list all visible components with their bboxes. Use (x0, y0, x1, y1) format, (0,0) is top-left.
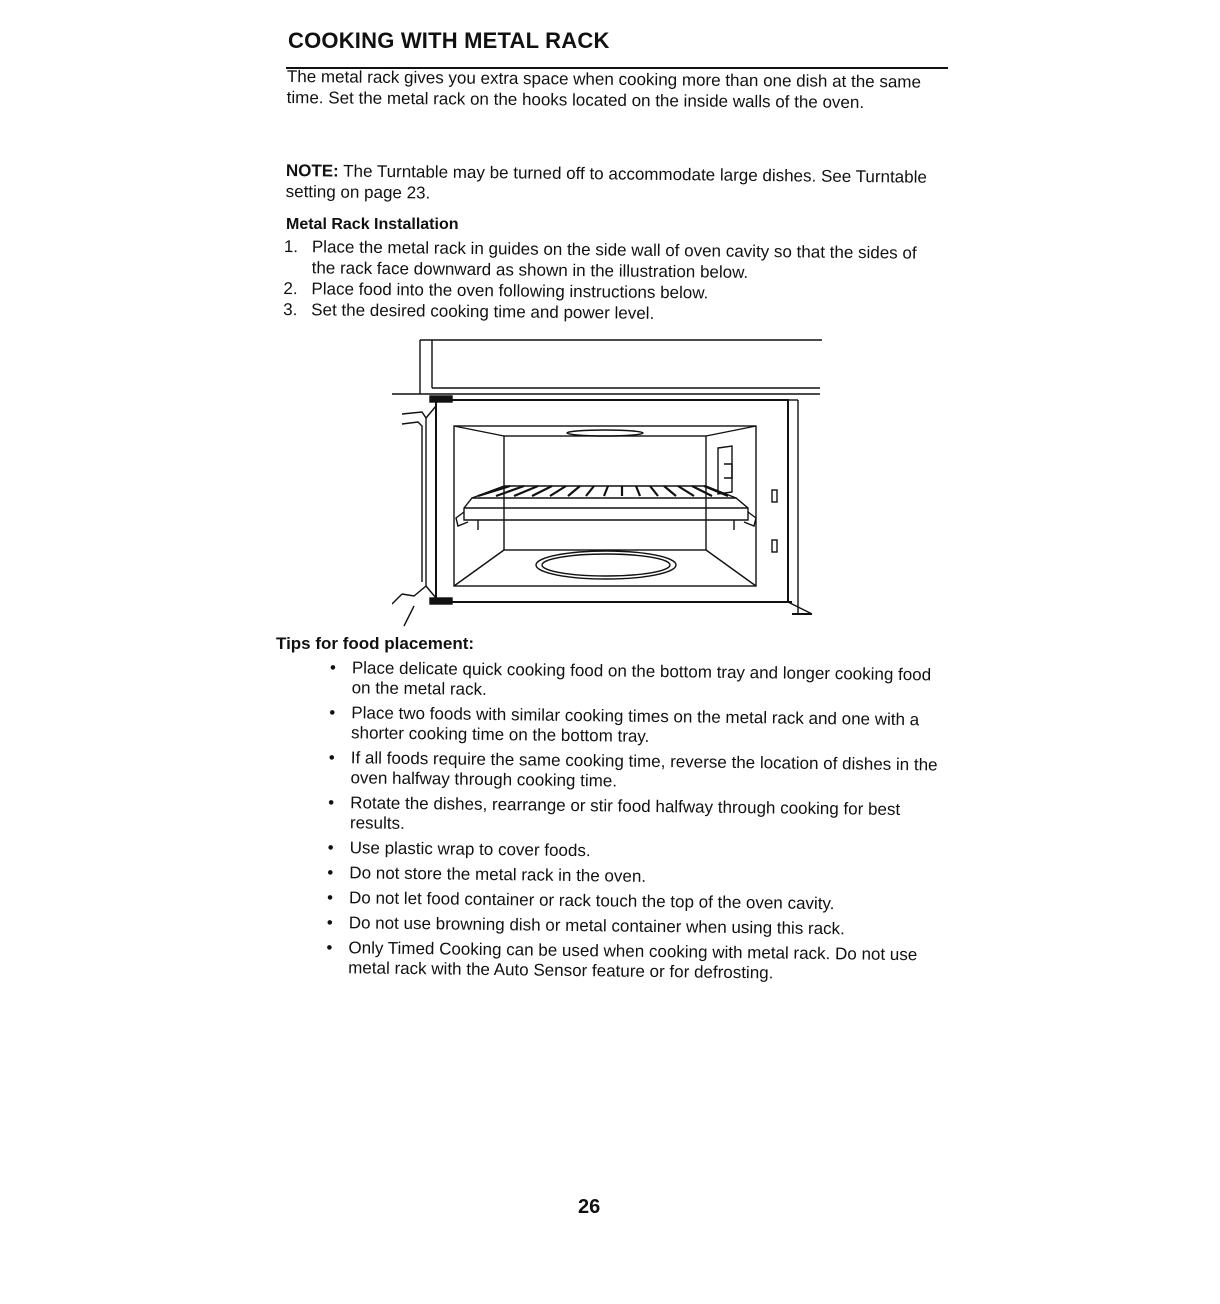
step-text: Set the desired cooking time and power level. (311, 300, 655, 323)
page-number: 26 (578, 1196, 601, 1218)
section-title: COOKING WITH METAL RACK (288, 28, 610, 53)
tips-heading: Tips for food placement: (276, 634, 475, 653)
bullet-icon: • (328, 792, 335, 813)
step-text: Place the metal rack in guides on the side wall of oven cavity so that the sides of the rack face downward as shown in the illustration below. (311, 237, 917, 282)
tip-item (327, 863, 937, 890)
note-label: NOTE: (285, 160, 339, 181)
tip-item (328, 748, 938, 795)
step-number: 3. (283, 299, 298, 320)
turntable (536, 551, 676, 579)
tip-item (328, 793, 938, 840)
tip-text: Place delicate quick cooking food on the bottom tray and longer cooking food on the metal rack. (351, 658, 932, 699)
note-paragraph (286, 160, 946, 209)
note-text: The Turntable may be turned off to accommodate large dishes. See Turntable setting on page 23. (285, 161, 927, 203)
bullet-icon: • (328, 747, 335, 768)
bullet-icon: • (329, 658, 336, 678)
tips-list (326, 658, 940, 990)
tip-text: Use plastic wrap to cover foods. (349, 838, 591, 861)
tip-text: Do not use browning dish or metal container when using this rack. (348, 913, 845, 939)
bullet-icon: • (329, 702, 336, 723)
intro-paragraph: The metal rack gives you extra space when cooking more than one dish at the same time. Set the metal rack on the hooks located on the inside walls of the oven. (286, 66, 922, 113)
metal-rack (456, 486, 756, 530)
tip-item (327, 913, 937, 940)
oven-rack-illustration (392, 336, 822, 628)
tip-text: If all foods require the same cooking time, reverse the location of dishes in the oven halfway through cooking time. (350, 748, 938, 791)
tip-item (328, 838, 938, 865)
oven-cavity (454, 426, 777, 586)
tip-text: Only Timed Cooking can be used when cooking with metal rack. Do not use metal rack with the Auto Sensor feature or for defrosting. (348, 938, 918, 983)
tip-item (329, 703, 939, 750)
installation-steps (283, 236, 944, 327)
tip-item (326, 938, 936, 985)
step-number: 1. (283, 236, 299, 257)
step-number: 2. (283, 278, 298, 299)
tip-item (327, 888, 937, 915)
bullet-icon: • (326, 937, 333, 958)
step-text: Place food into the oven following instructions below. (311, 279, 709, 303)
bullet-icon: • (326, 912, 333, 933)
tip-text: Do not store the metal rack in the oven. (349, 863, 647, 886)
tip-text: Do not let food container or rack touch the top of the oven cavity. (348, 888, 835, 914)
bullet-icon: • (327, 837, 334, 858)
upper-cabinet (392, 340, 822, 394)
step-item (284, 236, 944, 285)
tip-text: Rotate the dishes, rearrange or stir food halfway through cooking for best results. (349, 793, 901, 833)
installation-heading: Metal Rack Installation (286, 216, 459, 233)
bullet-icon: • (326, 887, 334, 908)
bullet-icon: • (327, 862, 334, 883)
tip-text: Place two foods with similar cooking times on the metal rack and one with a shorter cooking time on the bottom tray. (350, 703, 920, 746)
tip-item (330, 658, 940, 705)
